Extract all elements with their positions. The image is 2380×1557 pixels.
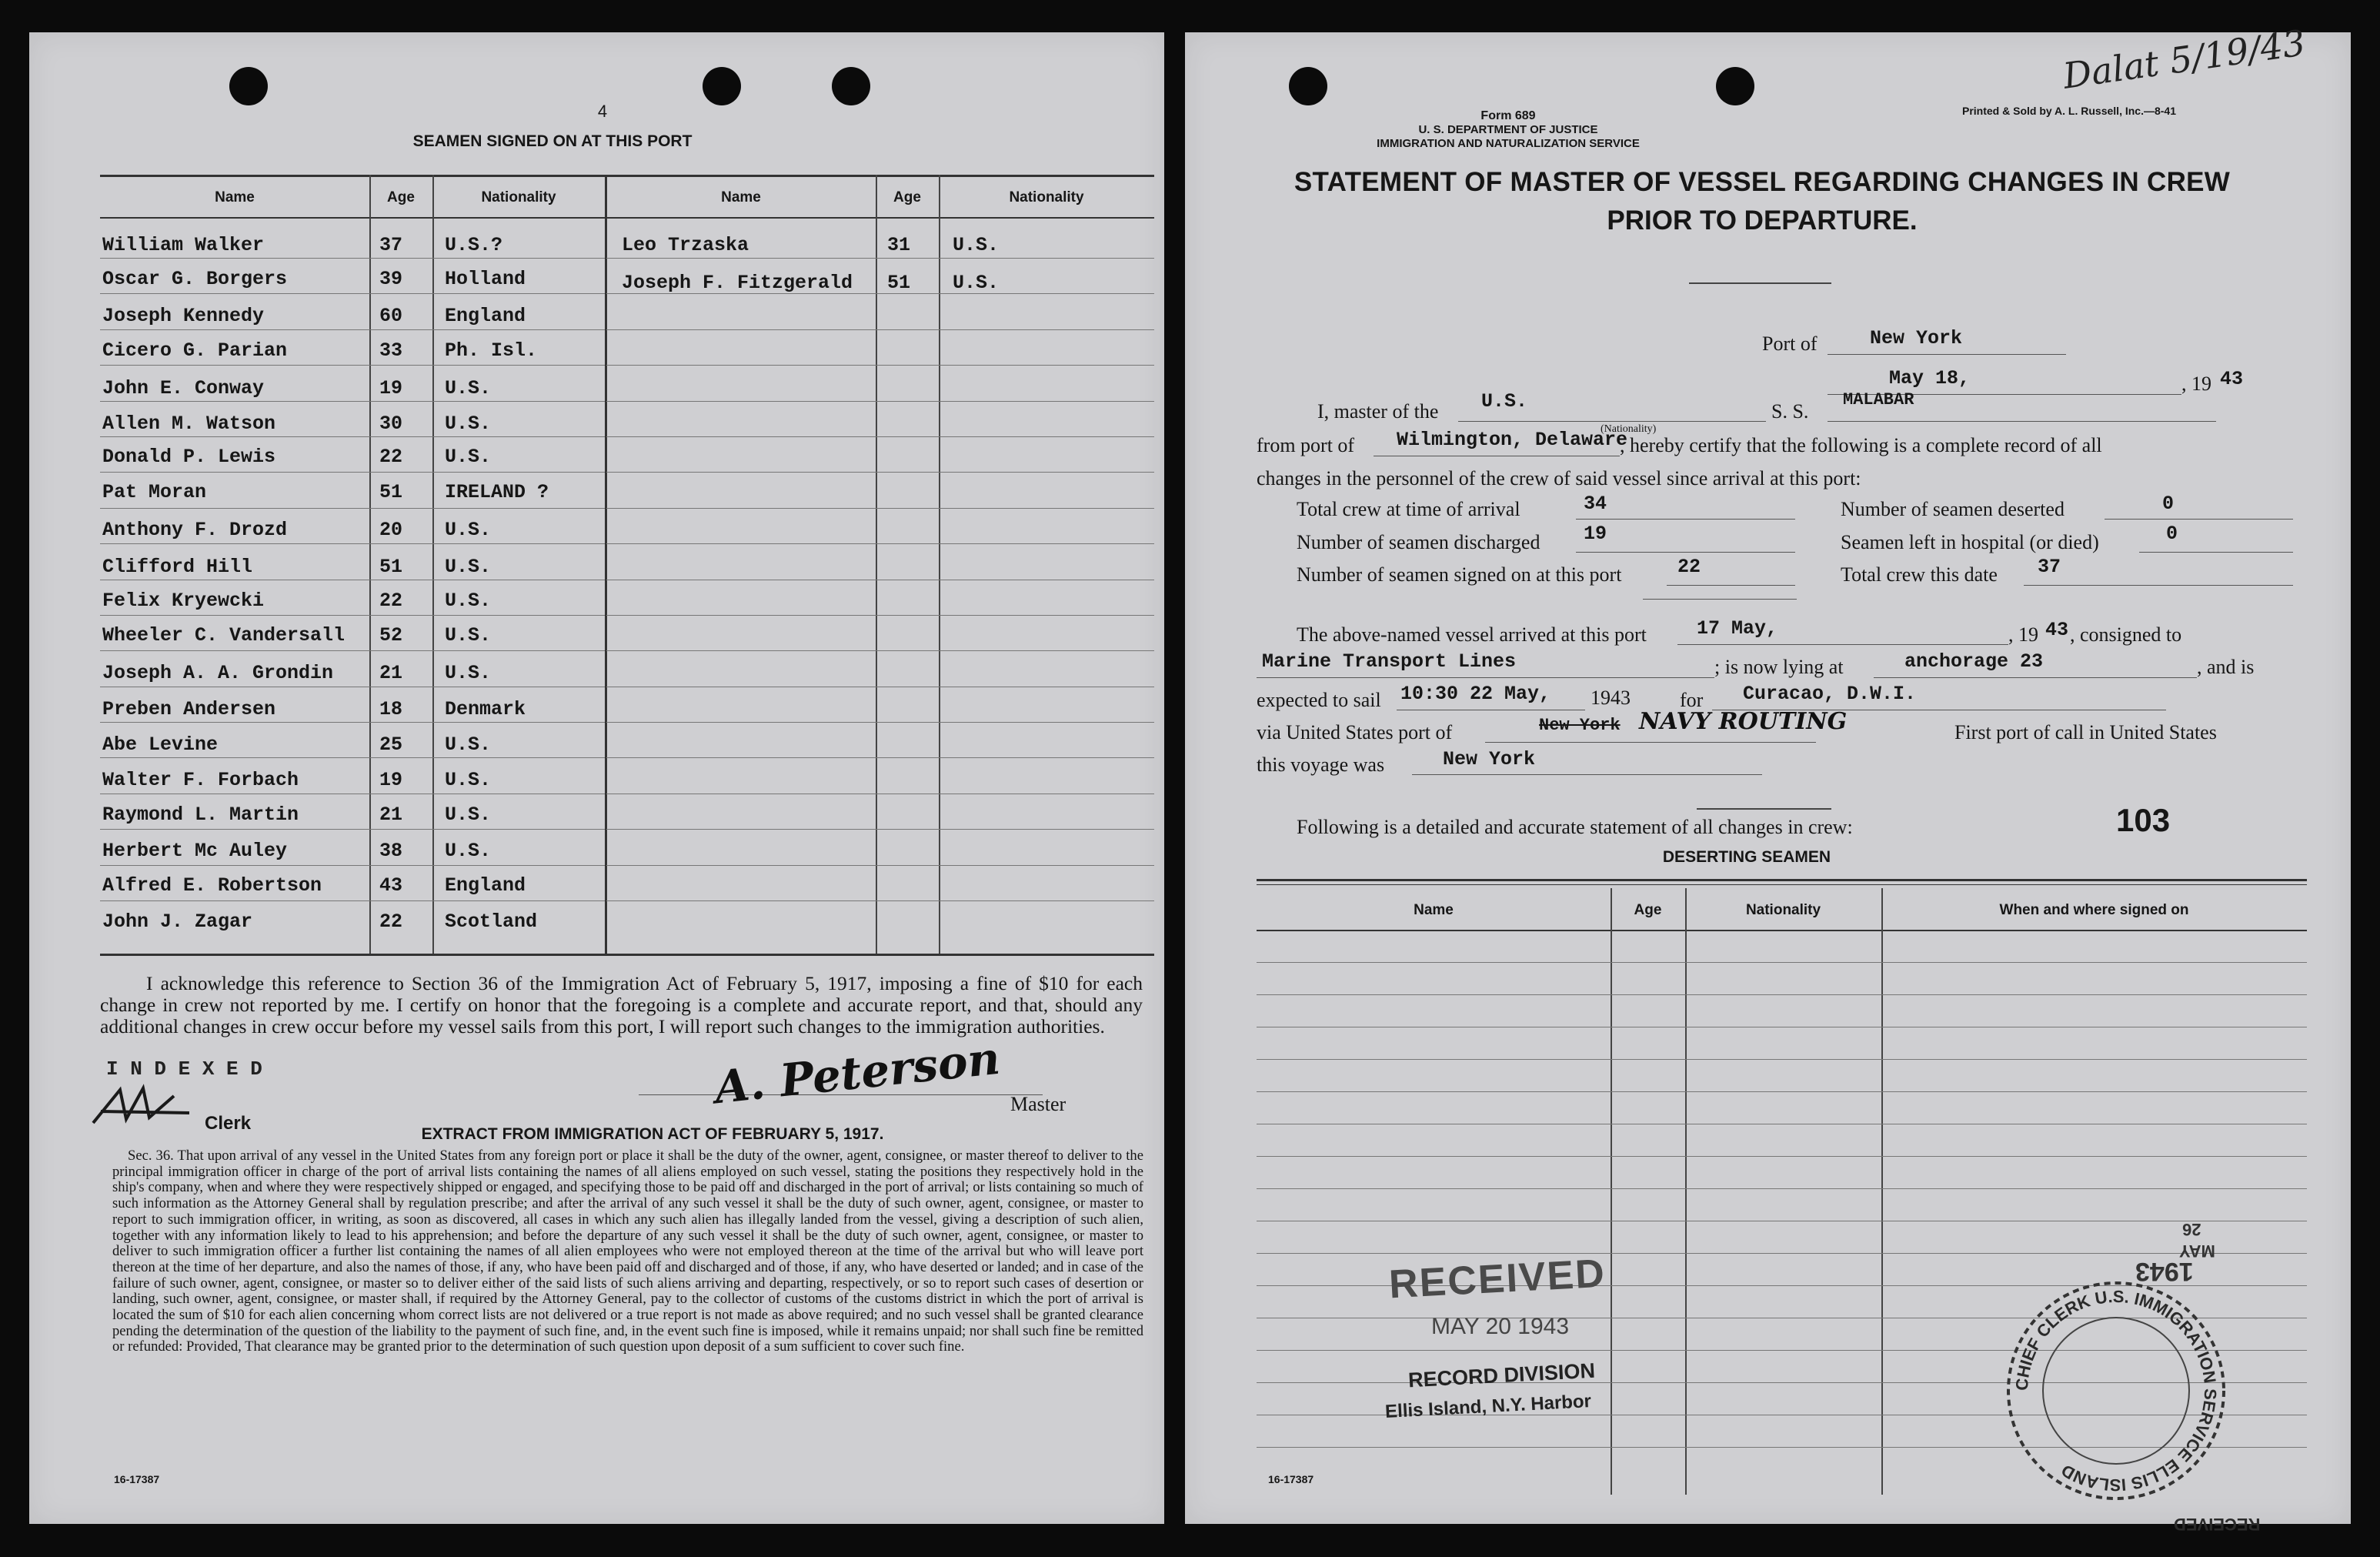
seaman-age: 22 xyxy=(379,590,403,612)
seaman-age: 51 xyxy=(887,272,911,294)
deserted-label: Number of seamen deserted xyxy=(1841,498,2065,520)
consignee-value: Marine Transport Lines xyxy=(1262,650,1517,673)
seaman-age: 22 xyxy=(379,910,403,933)
form-title-line1: STATEMENT OF MASTER OF VESSEL REGARDING CHANGES IN CREW xyxy=(1293,167,2231,197)
seaman-name: Clifford Hill xyxy=(102,556,253,578)
acknowledgement-text: I acknowledge this reference to Section 36 of the Immigration Act of February 5, 1917, imposing a fine of $10 for each change in crew not reported by me. I certify on honor that the foregoing is a complete and accurate report, and that, should any additional changes in crew occur before my vessel sails from this port, I will report such changes to the immigration authorities. xyxy=(100,972,1143,1037)
rotated-stamp-year: 1943 xyxy=(2135,1257,2194,1286)
total-date-label: Total crew this date xyxy=(1841,563,1998,586)
from-port-value: Wilmington, Delaware xyxy=(1397,429,1628,451)
extract-text: Sec. 36. That upon arrival of any vessel in the United States from any foreign port or place it shall be the duty of the owner, agent, consignee, or master thereof to deliver to the principal immigration officer in charge of the port of arrival lists containing the names of all aliens employed on such vessel, stating the positions they respectively hold in the ship's company, when and where they were respectively shipped or engaged, and specifying those to be paid off and discharged in the port of arrival; or lists containing so much of such information as the Attorney General shall by regulation prescribe; and after the arrival of any such vessel it shall be the duty of such owner, agent, consignee, or master to report to such immigration officer, in writing, as soon as discovered, all cases in which any such alien has illegally landed from the vessel, giving a description of such alien, together with any information likely to lead to his apprehension; and before the departure of any such vessel it shall be the duty of such owner, agent, consignee, or master to deliver to such immigration officer a further list containing the names of all alien employees who were not employed thereon at the time of the arrival but who will leave port thereon at the time of her departure, and also the names of those, if any, who have been paid off and discharged and of those, if any, who have deserted or landed; and in case of the failure of such owner, agent, consignee, or master so to deliver either of the said lists of such aliens arriving and departing, respectively, or so to report such cases of desertion or landing, such owner, agent, consignee, or master shall, if required by the Attorney General, pay to the collector of customs of the customs district in which the port of arrival is located the sum of $10 for each alien concerning whom correct lists are not delivered or a true report is not made as above required; and no such vessel shall be granted clearance pending the determination of the question of the liability to the payment of such fine, and, in the event such fine is imposed, while it remains unpaid; nor shall such fine be remitted or refunded: Provided, That clearance may be granted prior to the determination of such question upon deposit of a sum sufficient to cover such fine. xyxy=(112,1148,1143,1355)
binder-hole xyxy=(1716,67,1754,105)
round-seal-text: CHIEF CLERK U.S. IMMIGRATION SERVICE ELLIS ISLAND xyxy=(2011,1286,2221,1495)
expected-year: 1943 xyxy=(1591,687,1631,709)
for-label: for xyxy=(1680,689,1704,711)
seaman-nationality: U.S.? xyxy=(445,234,503,256)
seaman-nationality: U.S. xyxy=(445,662,492,684)
arrived-label: The above-named vessel arrived at this port xyxy=(1297,623,1647,646)
seaman-name: Wheeler C. Vandersall xyxy=(102,624,345,647)
seaman-name: John J. Zagar xyxy=(102,910,253,933)
footer-code: 16-17387 xyxy=(1268,1473,1314,1485)
seaman-name: Joseph F. Fitzgerald xyxy=(622,272,853,294)
seaman-age: 51 xyxy=(379,481,403,503)
seaman-age: 22 xyxy=(379,446,403,468)
first-port-label: First port of call in United States xyxy=(1954,721,2217,743)
via-value: NAVY ROUTING xyxy=(1639,708,1848,735)
seaman-name: Abe Levine xyxy=(102,733,219,756)
voyage-label: this voyage was xyxy=(1257,753,1385,776)
round-seal-stamp xyxy=(2001,1275,2231,1506)
seaman-name: Raymond L. Martin xyxy=(102,804,299,826)
voyage-value: New York xyxy=(1443,748,1536,770)
seaman-age: 21 xyxy=(379,662,403,684)
expected-value: 10:30 22 May, xyxy=(1400,683,1551,705)
master-of-label: I, master of the xyxy=(1317,400,1439,423)
page-code: 103 xyxy=(2116,802,2171,838)
seaman-nationality: England xyxy=(445,874,526,897)
desert-col-nationality: Nationality xyxy=(1745,902,1821,918)
master-label: Master xyxy=(1010,1093,1066,1115)
seaman-nationality: Scotland xyxy=(445,910,538,933)
handwritten-corner-note: Dalat 5/19/43 xyxy=(2060,22,2308,97)
binder-hole xyxy=(1289,67,1327,105)
footer-code: 16-17387 xyxy=(114,1473,160,1485)
binder-hole xyxy=(703,67,741,105)
discharged-value: 19 xyxy=(1584,523,1607,545)
hospital-value: 0 xyxy=(2166,523,2178,545)
seaman-nationality: U.S. xyxy=(445,446,492,468)
seaman-nationality: Holland xyxy=(445,268,526,290)
signed-on-value: 22 xyxy=(1677,556,1701,578)
and-is-label: , and is xyxy=(2197,656,2255,678)
right-page xyxy=(1185,22,2351,1534)
seaman-name: Joseph A. A. Grondin xyxy=(102,662,334,684)
seaman-name: Alfred E. Robertson xyxy=(102,874,322,897)
clerk-initials xyxy=(89,1081,197,1134)
desert-col-name: Name xyxy=(1414,902,1454,918)
clerk-label: Clerk xyxy=(205,1113,252,1134)
printer-credit: Printed & Sold by A. L. Russell, Inc.—8-41 xyxy=(1962,105,2176,117)
seaman-nationality: IRELAND ? xyxy=(445,481,549,503)
expected-label: expected to sail xyxy=(1257,689,1381,711)
seaman-age: 38 xyxy=(379,840,403,862)
seaman-nationality: U.S. xyxy=(445,804,492,826)
arrived-value: 17 May, xyxy=(1697,617,1778,640)
seaman-name: Pat Moran xyxy=(102,481,207,503)
seaman-age: 20 xyxy=(379,519,403,541)
destination-value: Curacao, D.W.I. xyxy=(1743,683,1917,705)
bottom-received-stamp: RECEIVED xyxy=(2174,1515,2261,1534)
col-header-name: Name xyxy=(721,189,761,205)
seaman-name: William Walker xyxy=(102,234,265,256)
hospital-label: Seamen left in hospital (or died) xyxy=(1841,531,2099,553)
signed-on-heading: SEAMEN SIGNED ON AT THIS PORT xyxy=(412,132,693,150)
signed-on-label: Number of seamen signed on at this port xyxy=(1297,563,1622,586)
seaman-nationality: U.S. xyxy=(445,769,492,791)
seaman-name: Preben Andersen xyxy=(102,698,276,720)
following-text: Following is a detailed and accurate statement of all changes in crew: xyxy=(1297,816,1853,838)
service: IMMIGRATION AND NATURALIZATION SERVICE xyxy=(1377,137,1640,150)
seaman-nationality: U.S. xyxy=(445,556,492,578)
seaman-age: 39 xyxy=(379,268,403,290)
col-header-age: Age xyxy=(387,189,415,205)
total-arrival-label: Total crew at time of arrival xyxy=(1297,498,1520,520)
seaman-nationality: U.S. xyxy=(445,624,492,647)
consigned-label: , consigned to xyxy=(2070,623,2182,646)
page-number: 4 xyxy=(597,102,608,121)
seaman-name: Leo Trzaska xyxy=(622,234,749,256)
seaman-name: Cicero G. Parian xyxy=(102,339,288,362)
binder-hole xyxy=(229,67,268,105)
col-header-name: Name xyxy=(215,189,255,205)
record-division: RECORD DIVISION xyxy=(1407,1358,1596,1392)
seaman-nationality: U.S. xyxy=(953,272,1000,294)
rotated-stamp-day: 26 xyxy=(2182,1220,2201,1239)
seaman-nationality: U.S. xyxy=(445,840,492,862)
record-division-location: Ellis Island, N.Y. Harbor xyxy=(1384,1391,1592,1422)
form-number: Form 689 xyxy=(1480,109,1536,122)
seaman-nationality: U.S. xyxy=(445,590,492,612)
date-value: May 18, xyxy=(1889,367,1971,389)
arrived-year-value: 43 xyxy=(2045,619,2069,641)
seaman-nationality: U.S. xyxy=(445,519,492,541)
form-title-line2: PRIOR TO DEPARTURE. xyxy=(1607,205,1918,236)
seaman-name: Donald P. Lewis xyxy=(102,446,276,468)
seaman-age: 19 xyxy=(379,377,403,399)
received-stamp-date: MAY 20 1943 xyxy=(1431,1314,1570,1339)
year-prefix: , 19 xyxy=(2181,373,2211,395)
seaman-name: Walter F. Forbach xyxy=(102,769,299,791)
via-struck-value: New York xyxy=(1539,716,1621,735)
seaman-nationality: U.S. xyxy=(953,234,1000,256)
seaman-age: 51 xyxy=(379,556,403,578)
seaman-nationality: U.S. xyxy=(445,377,492,399)
seaman-nationality: Denmark xyxy=(445,698,526,720)
year-value: 43 xyxy=(2220,368,2244,390)
received-stamp-title: RECEIVED xyxy=(1387,1251,1607,1308)
seaman-age: 30 xyxy=(379,413,403,435)
seaman-name: Joseph Kennedy xyxy=(102,305,265,327)
seaman-age: 19 xyxy=(379,769,403,791)
nationality-caption: (Nationality) xyxy=(1601,423,1657,435)
total-arrival-value: 34 xyxy=(1584,493,1607,515)
seaman-name: Anthony F. Drozd xyxy=(102,519,288,541)
changes-text: changes in the personnel of the crew of said vessel since arrival at this port: xyxy=(1257,467,1861,489)
seaman-name: Felix Kryewcki xyxy=(102,590,265,612)
left-page xyxy=(29,32,1164,1524)
lying-label: ; is now lying at xyxy=(1714,656,1844,678)
desert-col-age: Age xyxy=(1634,902,1662,918)
indexed-stamp: I N D E X E D xyxy=(106,1057,262,1081)
seaman-age: 52 xyxy=(379,624,403,647)
port-label: Port of xyxy=(1762,332,1818,355)
arrived-year-prefix: , 19 xyxy=(2008,623,2038,646)
col-header-age: Age xyxy=(893,189,921,205)
seaman-age: 43 xyxy=(379,874,403,897)
from-port-label: from port of xyxy=(1257,434,1355,456)
seaman-age: 33 xyxy=(379,339,403,362)
master-signature: A. Peterson xyxy=(712,1031,1003,1114)
seaman-nationality: Ph. Isl. xyxy=(445,339,538,362)
desert-col-when-where: When and where signed on xyxy=(1999,902,2189,918)
seaman-name: Allen M. Watson xyxy=(102,413,276,435)
total-date-value: 37 xyxy=(2038,556,2061,578)
seaman-name: Herbert Mc Auley xyxy=(102,840,288,862)
seaman-age: 31 xyxy=(887,234,911,256)
rotated-stamp-month: MAY xyxy=(2179,1241,2215,1261)
ss-label: S. S. xyxy=(1771,400,1809,423)
vessel-value: MALABAR xyxy=(1843,390,1914,409)
seaman-age: 18 xyxy=(379,698,403,720)
seaman-name: John E. Conway xyxy=(102,377,265,399)
extract-title: EXTRACT FROM IMMIGRATION ACT OF FEBRUARY 5, 1917. xyxy=(421,1125,884,1143)
col-header-nationality: Nationality xyxy=(481,189,556,205)
deserting-heading: DESERTING SEAMEN xyxy=(1662,848,1831,866)
seaman-nationality: U.S. xyxy=(445,413,492,435)
discharged-label: Number of seamen discharged xyxy=(1297,531,1540,553)
seaman-age: 37 xyxy=(379,234,403,256)
binder-hole xyxy=(832,67,870,105)
seaman-age: 21 xyxy=(379,804,403,826)
deserted-value: 0 xyxy=(2162,493,2175,515)
seaman-nationality: England xyxy=(445,305,526,327)
port-value: New York xyxy=(1870,327,1963,349)
nationality-value: U.S. xyxy=(1481,390,1528,413)
seaman-name: Oscar G. Borgers xyxy=(102,268,288,290)
certify-text: , hereby certify that the following is a complete record of all xyxy=(1620,434,2102,456)
seaman-nationality: U.S. xyxy=(445,733,492,756)
seaman-age: 60 xyxy=(379,305,403,327)
seaman-age: 25 xyxy=(379,733,403,756)
col-header-nationality: Nationality xyxy=(1009,189,1084,205)
via-label: via United States port of xyxy=(1257,721,1453,743)
lying-value: anchorage 23 xyxy=(1904,650,2044,673)
department: U. S. DEPARTMENT OF JUSTICE xyxy=(1418,123,1598,136)
